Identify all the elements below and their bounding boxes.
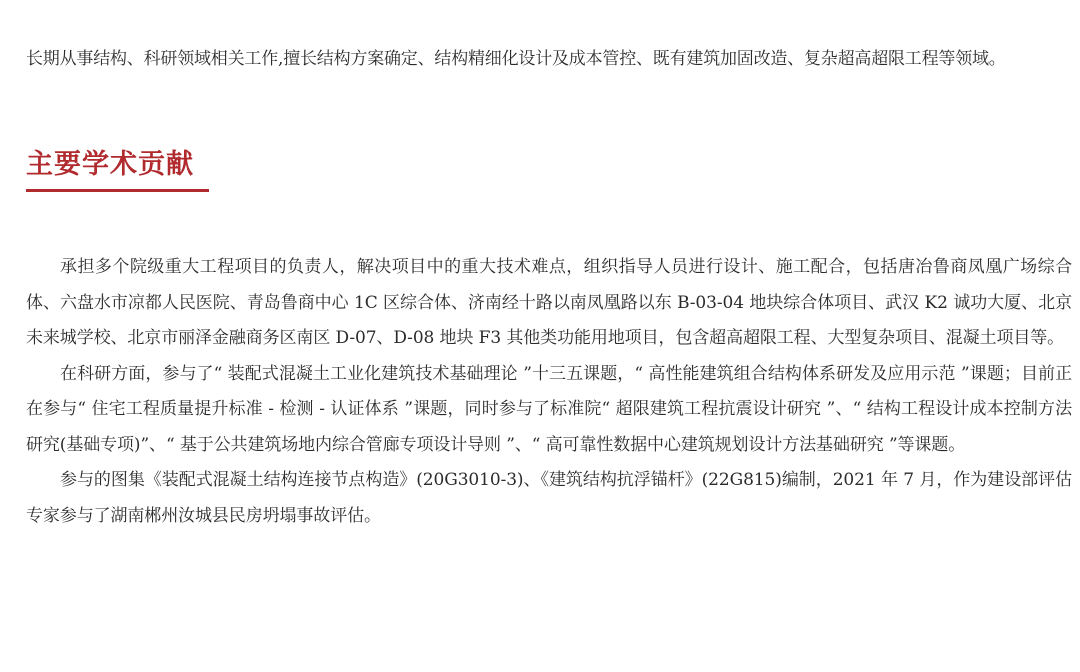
intro-text: 长期从事结构、科研领域相关工作,擅长结构方案确定、结构精细化设计及成本管控、既有建筑加固改造、复杂超高超限工程等领域。 <box>26 49 1006 69</box>
contributions-body <box>26 250 1072 534</box>
paragraph-atlas: 参与的图集《装配式混凝土结构连接节点构造》(20G3010-3)、《建筑结构抗浮锚杆》(22G815)编制，2021 年 7 月，作为建设部评估专家参与了湖南郴州汝城县民房坍塌事故评估。 <box>26 470 1072 526</box>
title-underline <box>26 189 209 192</box>
section-title: 主要学术贡献 <box>26 149 194 180</box>
paragraph-research: 在科研方面，参与了“ 装配式混凝土工业化建筑技术基础理论 ”十三五课题，“ 高性能建筑组合结构体系研发及应用示范 ”课题；目前正在参与“ 住宅工程质量提升标准 - 检测 - 认证体系 ”课题，同时参与了标准院“ 超限建筑工程抗震设计研究 ”、“ 结构工程设计成本控制方法研究(基础专项)”、“ 基于公共建筑场地内综合管廊专项设计导则 ”、“ 高可靠性数据中心建筑规划设计方法基础研究 ”等课题。 <box>26 363 1072 455</box>
paragraph-projects: 承担多个院级重大工程项目的负责人，解决项目中的重大技术难点，组织指导人员进行设计、施工配合，包括唐冶鲁商凤凰广场综合体、六盘水市凉都人民医院、青岛鲁商中心 1C 区综合体、济南经十路以南凤凰路以东 B-03-04 地块综合体项目、武汉 K2 诚功大厦、北京未来城学校、北京市丽泽金融商务区南区 D-07、D-08 地块 F3 其他类功能用地项目，包含超高超限工程、大型复杂项目、混凝土项目等。 <box>26 257 1072 348</box>
